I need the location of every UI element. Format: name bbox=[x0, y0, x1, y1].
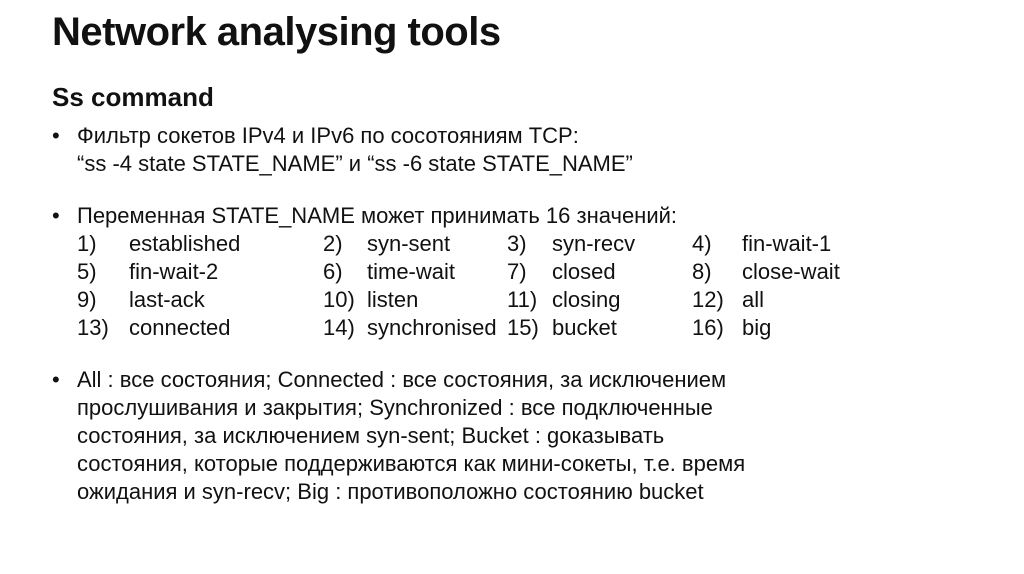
bullet-dot-icon: • bbox=[52, 123, 60, 148]
bullet-dot-icon: • bbox=[52, 367, 60, 392]
state-number: 4) bbox=[692, 231, 712, 256]
state-number: 16) bbox=[692, 315, 724, 340]
state-number: 11) bbox=[507, 287, 538, 312]
bullet-body bbox=[77, 366, 745, 506]
state-name: bucket bbox=[552, 315, 617, 340]
bullet-body bbox=[77, 202, 840, 342]
slide-title: Network analysing tools bbox=[52, 10, 501, 54]
bullet-line: “ss -4 state STATE_NAME” и “ss -6 state STATE_NAME” bbox=[77, 151, 633, 176]
state-number: 6) bbox=[323, 259, 343, 284]
state-name: close-wait bbox=[742, 259, 840, 284]
state-name: established bbox=[129, 231, 241, 256]
state-name: all bbox=[742, 287, 765, 312]
state-name: fin-wait-1 bbox=[742, 231, 832, 256]
state-number: 12) bbox=[692, 287, 724, 312]
state-row bbox=[77, 314, 772, 342]
state-name: syn-recv bbox=[552, 231, 636, 256]
state-name: closed bbox=[552, 259, 616, 284]
state-number: 10) bbox=[323, 287, 355, 312]
state-name: connected bbox=[129, 315, 231, 340]
state-name: fin-wait-2 bbox=[129, 259, 219, 284]
bullet-line: Фильтр сокетов IPv4 и IPv6 по сосотояниям TCP: bbox=[77, 123, 579, 148]
bullet-line: прослушивания и закрытия; Synchronized : все подключенные bbox=[77, 395, 713, 420]
bullet-line: Переменная STATE_NAME может принимать 16 значений: bbox=[77, 203, 678, 228]
state-name: time-wait bbox=[367, 259, 456, 284]
state-row bbox=[77, 286, 765, 314]
state-name: syn-sent bbox=[367, 231, 451, 256]
bullet-body bbox=[77, 122, 633, 178]
state-number: 8) bbox=[692, 259, 712, 284]
bullet-line: All : все состояния; Connected : все состояния, за исключением bbox=[77, 367, 727, 392]
state-number: 2) bbox=[323, 231, 343, 256]
state-number: 7) bbox=[507, 259, 527, 284]
state-number: 9) bbox=[77, 287, 97, 312]
state-name: closing bbox=[552, 287, 621, 312]
state-name: listen bbox=[367, 287, 419, 312]
state-number: 15) bbox=[507, 315, 539, 340]
state-number: 13) bbox=[77, 315, 109, 340]
state-number: 5) bbox=[77, 259, 97, 284]
state-name: synchronised bbox=[367, 315, 497, 340]
bullet-line: состояния, за исключением syn-sent; Bucket : gоказывать bbox=[77, 423, 665, 448]
state-number: 14) bbox=[323, 315, 355, 340]
state-row bbox=[77, 230, 832, 258]
state-name: big bbox=[742, 315, 772, 340]
state-row bbox=[77, 258, 840, 286]
state-number: 1) bbox=[77, 231, 97, 256]
state-name: last-ack bbox=[129, 287, 205, 312]
state-number: 3) bbox=[507, 231, 527, 256]
slide-subtitle: Ss command bbox=[52, 82, 214, 112]
bullet-line: ожидания и syn-recv; Big : противоположно состоянию bucket bbox=[77, 479, 704, 504]
bullet-line: состояния, которые поддерживаются как мини-сокеты, т.е. время bbox=[77, 451, 746, 476]
bullet-dot-icon: • bbox=[52, 203, 60, 228]
